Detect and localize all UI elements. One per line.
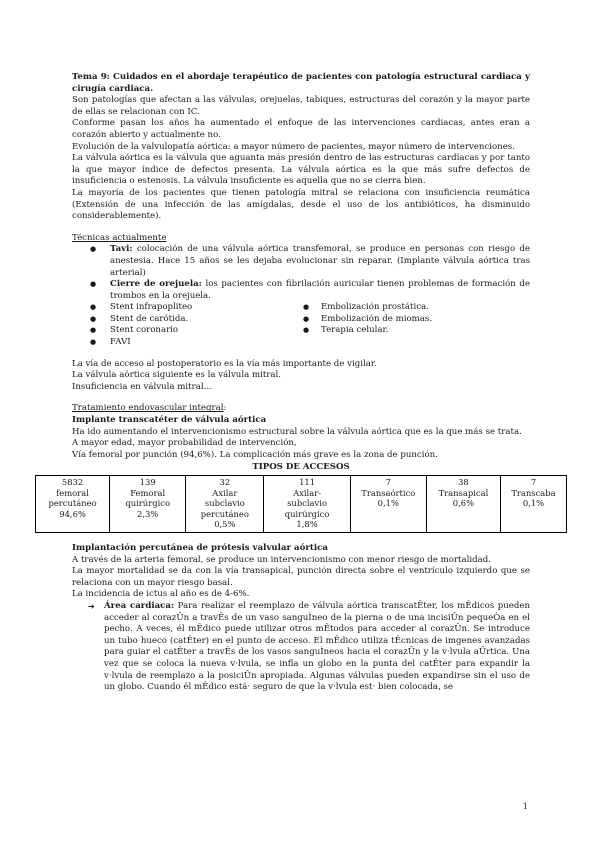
table-cell: 139 Femoral quirúrgico 2,3% [110,476,186,533]
document-page [48,72,556,694]
tavi-text: colocación de una válvula aórtica transfemoral, se produce en personas con riesgo de anestesia. Hace 15 años se les dejaba evolucionar sin reparar. (Implante válvula aórtica tras arterial) [110,244,530,278]
orejuela-term: Cierre de orejuela: [110,279,202,290]
intro-paragraph: Son patologías que afectan a las válvulas, orejuelas, tabiques, estructuras del corazón y la mayor parte de ellas se relacionan con IC. [72,95,530,117]
table-row [36,476,567,533]
post-line: La válvula aórtica siguiente es la válvula mitral. [72,370,282,381]
endovascular-subheading: Implante transcatéter de válvula aórtica [72,415,267,426]
intro-paragraph: La mayoría de los pacientes que tienen patología mitral se relaciona con insuficiencia reumática (Extensión de una infección de las amígdalas, desde el uso de los antibióticos, ha disminuido considerablemente). [72,187,530,222]
list-item: ● Embolización de miomas. [301,314,530,326]
list-item [72,601,530,694]
list-item: ● Stent coronario [72,325,301,337]
list-item [72,244,530,279]
implantacion-arrow-list [72,601,530,694]
list-item: ● Embolización prostática. [301,302,530,314]
tavi-term: Tavi: [110,244,133,255]
endovascular-line: A mayor edad, mayor probabilidad de intervención, [72,438,297,449]
intro-paragraph: Conforme pasan los años ha aumentado el enfoque de las intervenciones cardiacas, antes eran a corazón abierto y actualmente no. [72,118,530,140]
table-cell: 7 Transcaba 0,1% [500,476,566,533]
tecnicas-right-list [301,302,530,348]
intro-paragraph: La válvula aórtica es la válvula que aguanta más presión dentro de las estructuras cardíacas y por tanto la que mayor índice de defectos presenta. La válvula aórtica es la que más sufre defectos de insuficiencia o estenosis. La válvula insuficiente es aquella que no se cierra bien. [72,153,530,187]
table-cell: 38 Transapical 0,6% [426,476,500,533]
implantacion-line: La mayor mortalidad se da con la vía transapical, punción directa sobre el ventrículo izquierdo que se relaciona con un mayor riesgo basal. [72,566,530,588]
orejuela-text: los pacientes con fibrilación auricular tienen problemas de formación de trombos en la orejuela. [110,279,530,301]
table-cell: 111 Axilar- subclavio quirúrgico 1,8% [264,476,350,533]
area-cardiaca-text: Para realizar el reemplazo de válvula aórtica transcatÊter, los mÊdicos pueden acceder al corazÛn a travÊs de un vaso sanguÌneo de la pierna o de una incisiÛn pequeÒa en el pecho. A veces, él mÊdico puede utilizar otros mÊtodos para acceder al corazÛn. Se introduce un tubo hueco (catÊter) en el punto de acceso. El mÊdico utiliza tÊcnicas de imgenes avanzadas para guiar el catÊter a travÊs de los vasos sanguÌneos hacia el corazÛn y la v·lvula aÛrtica. Una vez que se coloca la nueva v·lvula, se infla un globo en la punta del catÊter para expandir la v·lvula de reemplazo a la posiciÛn apropiada. Algunas válvulas pueden expandirse sin el uso de un globo. Cuando él mÊdico está· seguro de que la v·lvula est· bien colocada, se [104,600,530,693]
document-title: Tema 9: Cuidados en el abordaje terapéutico de pacientes con patología estructural cardiaca y cirugía cardiaca. [72,72,530,94]
implantacion-line: A través de la arteria femoral, se produce un intervencionismo con menor riesgo de mortalidad. [72,554,491,565]
endovascular-line: Vía femoral por punción (94,6%). La complicación más grave es la zona de punción. [72,449,438,460]
endovascular-line: Ha ido aumentando el intervencionismo estructural sobre la válvula aórtica que es la que más se trata. [72,426,522,437]
table-cell: 32 Axilar subclavio percutáneo 0,5% [186,476,264,533]
endovascular-heading-line [72,403,530,415]
list-item: ● Stent infrapopliteo [72,302,301,314]
post-line: Insuficiencia en válvula mitral… [72,381,213,392]
accesos-table [35,475,567,533]
list-item: ● FAVI [72,337,301,349]
endovascular-heading-suffix: : [223,403,227,414]
tecnicas-list [72,244,530,302]
tecnicas-columns [72,302,530,348]
implantacion-heading: Implantación percutánea de prótesis valvular aórtica [72,542,328,553]
implantacion-line: La incidencia de ictus al año es de 4-6%. [72,589,250,600]
list-item: ● Terapia celular. [301,325,530,337]
intro-paragraph: Evolución de la valvulopatía aórtica: a mayor número de pacientes, mayor número de intervenciones. [72,141,515,152]
list-item [72,279,530,302]
tecnicas-heading: Técnicas actualmente [72,232,167,243]
post-line: La vía de acceso al postoperatorio es la vía más importante de vigilar. [72,358,377,369]
table-cell: 7 Transaórtico 0,1% [350,476,426,533]
endovascular-heading: Tratamiento endovascular integral [72,403,224,414]
area-cardiaca-term: Área cardiaca: [104,600,175,611]
page-number: 1 [522,802,528,811]
table-cell: 5832 femoral percutáneo 94,6% [36,476,110,533]
tecnicas-left-list [72,302,301,348]
list-item: ● Stent de carótida. [72,314,301,326]
table-title: TIPOS DE ACCESOS [252,462,350,473]
